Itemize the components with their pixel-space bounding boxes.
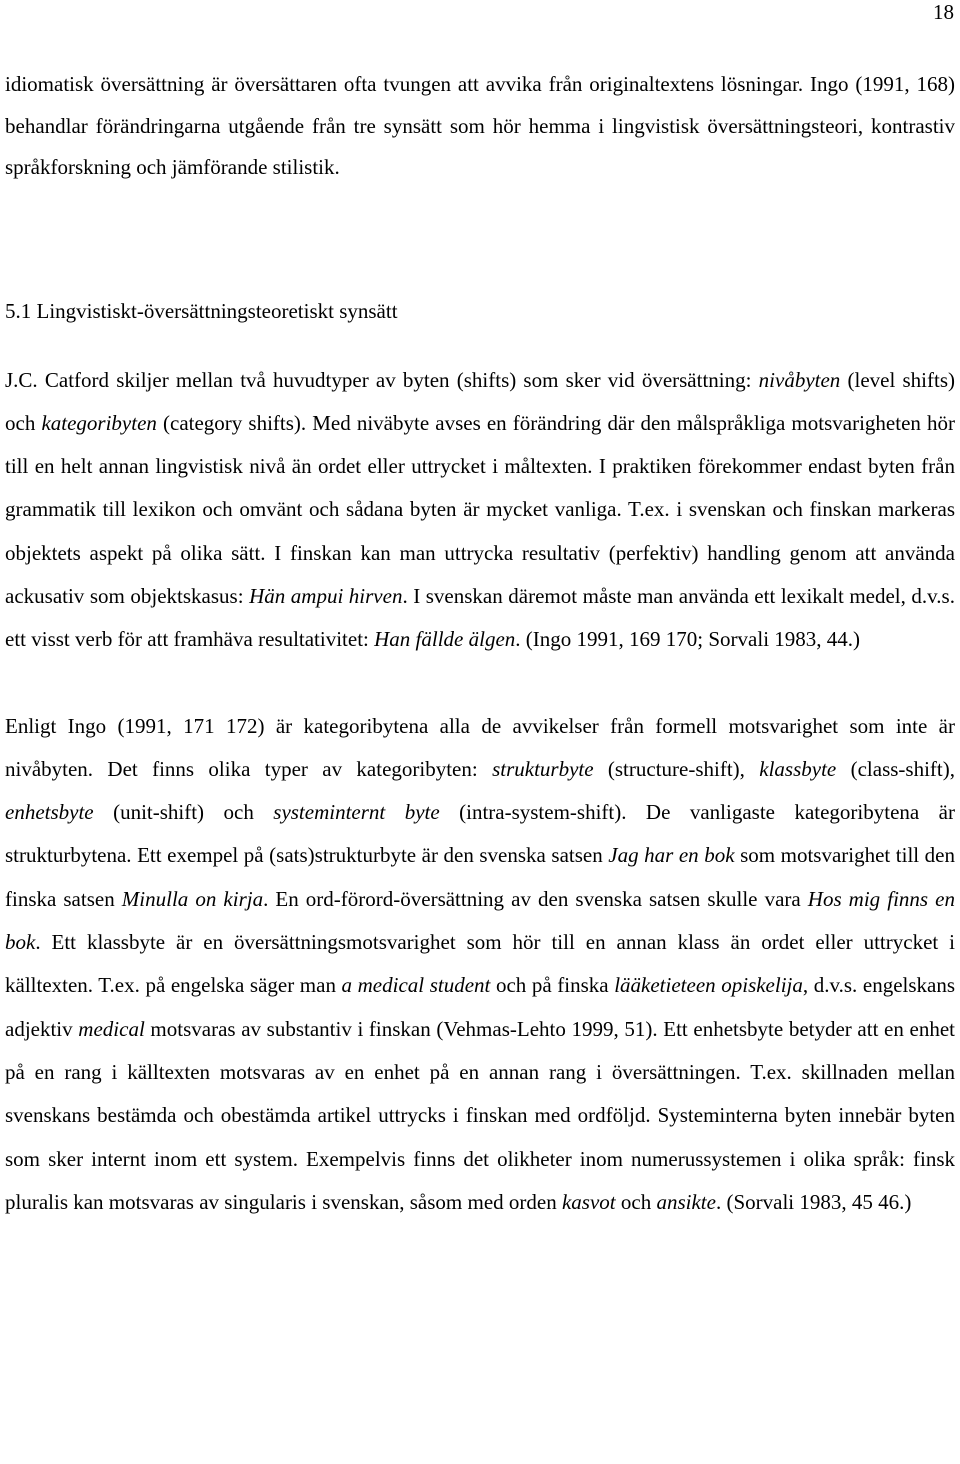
italic-example: a medical student — [341, 973, 491, 998]
italic-term: kategoribyten — [41, 410, 157, 435]
italic-example: Han fällde älgen — [374, 627, 516, 652]
text-run: (category shifts). Med niväbyte avses en förändring där den målspråkliga motsvarigheten hör till en helt annan lingvistisk nivå än ordet eller uttrycket i måltexten. I praktiken förekommer endast byten från grammatik till lexikon och omvänt och sådana byten är mycket vanliga. T.ex. i svenskan och finskan markeras objektets aspekt på olika sätt. I finskan kan man uttrycka resultativ (perfektiv) handling genom att använda ackusativ som objektskasus: — [5, 410, 955, 608]
text-run: , d.v.s. engelskans adjektiv — [5, 973, 956, 1041]
text-run: . Ett klassbyte är en översättningsmotsvarighet som hör till en annan klass än ordet eller uttrycket i källtexten. T.ex. på engelska säger man — [5, 930, 955, 998]
text-run: motsvaras av substantiv i finskan (Vehmas-Lehto 1999, 51). Ett enhetsbyte betyder att en enhet på en rang i källtexten motsvaras av en enhet på en annan rang i översättningen. T.ex. skillnaden mellan svenskans bestämda och obestämda artikel uttrycks i finskan med ordföljd. Systeminterna byten innebär byten som sker internt inom ett system. Exempelvis finns det olikheter inom numerussystemen i olika språk: finsk pluralis kan motsvaras av singularis i svenskan, såsom med orden — [5, 1016, 955, 1214]
text-run: J.C. Catford skiljer mellan två huvudtyper av byten (shifts) som sker vid översättning: — [5, 367, 759, 392]
paragraph-kategoribyten — [5, 705, 955, 1225]
italic-term: nivåbyten — [758, 367, 841, 392]
italic-term: strukturbyte — [492, 756, 594, 781]
text-run: och på finska — [490, 973, 615, 998]
text-run: som motsvarighet till den finska satsen — [5, 843, 955, 911]
paragraph-catford — [5, 359, 955, 662]
text-run: (structure-shift), — [593, 756, 760, 781]
italic-term: enhetsbyte — [5, 800, 94, 825]
section-heading: 5.1 Lingvistiskt-översättningsteoretiskt synsätt — [5, 298, 398, 323]
text-run: (class-shift), — [836, 756, 955, 781]
page-number: 18 — [933, 0, 954, 24]
italic-example: ansikte — [656, 1189, 716, 1214]
text-run: och — [615, 1189, 657, 1214]
italic-example: Jag har en bok — [608, 843, 735, 868]
paragraph-intro: idiomatisk översättning är översättaren ofta tvungen att avvika från originaltextens lösningar. Ingo (1991, 168) behandlar förändringarna utgående från tre synsätt som hör hemma i lingvistisk översättningsteori, kontrastiv språkforskning och jämförande stilistik. — [5, 72, 955, 179]
italic-example: lääketieteen opiskelija — [614, 973, 803, 998]
text-run: Enligt Ingo (1991, 171 172) är kategoribytena alla de avvikelser från formell motsvarighet som inte är nivåbyten. Det finns olika typer av kategoribyten: — [5, 713, 955, 781]
text-run: . (Sorvali 1983, 45 46.) — [715, 1189, 912, 1214]
text-run: (unit-shift) och — [93, 800, 274, 825]
italic-example: Hän ampui hirven — [249, 583, 403, 608]
text-run: (intra-system-shift). De vanligaste kategoribytena är strukturbytena. Ett exempel på (sats)strukturbyte är den svenska satsen — [5, 800, 955, 868]
italic-term: klassbyte — [759, 756, 837, 781]
italic-example: kasvot — [561, 1189, 616, 1214]
document-body — [5, 64, 955, 1224]
text-run: (level shifts) och — [5, 367, 955, 435]
text-run: . I svenskan däremot måste man använda ett lexikalt medel, d.v.s. ett visst verb för att framhäva resultativitet: — [5, 583, 955, 652]
italic-example: Hos mig finns en bok — [5, 886, 955, 955]
italic-term: systeminternt byte — [273, 800, 440, 825]
spacer — [5, 333, 955, 359]
spacer — [5, 662, 955, 705]
text-run: . (Ingo 1991, 169 170; Sorvali 1983, 44.) — [515, 627, 861, 652]
italic-example: medical — [78, 1016, 145, 1041]
text-run: . En ord-förord-översättning av den svenska satsen skulle vara — [263, 886, 808, 911]
italic-example: Minulla on kirja — [121, 886, 264, 911]
